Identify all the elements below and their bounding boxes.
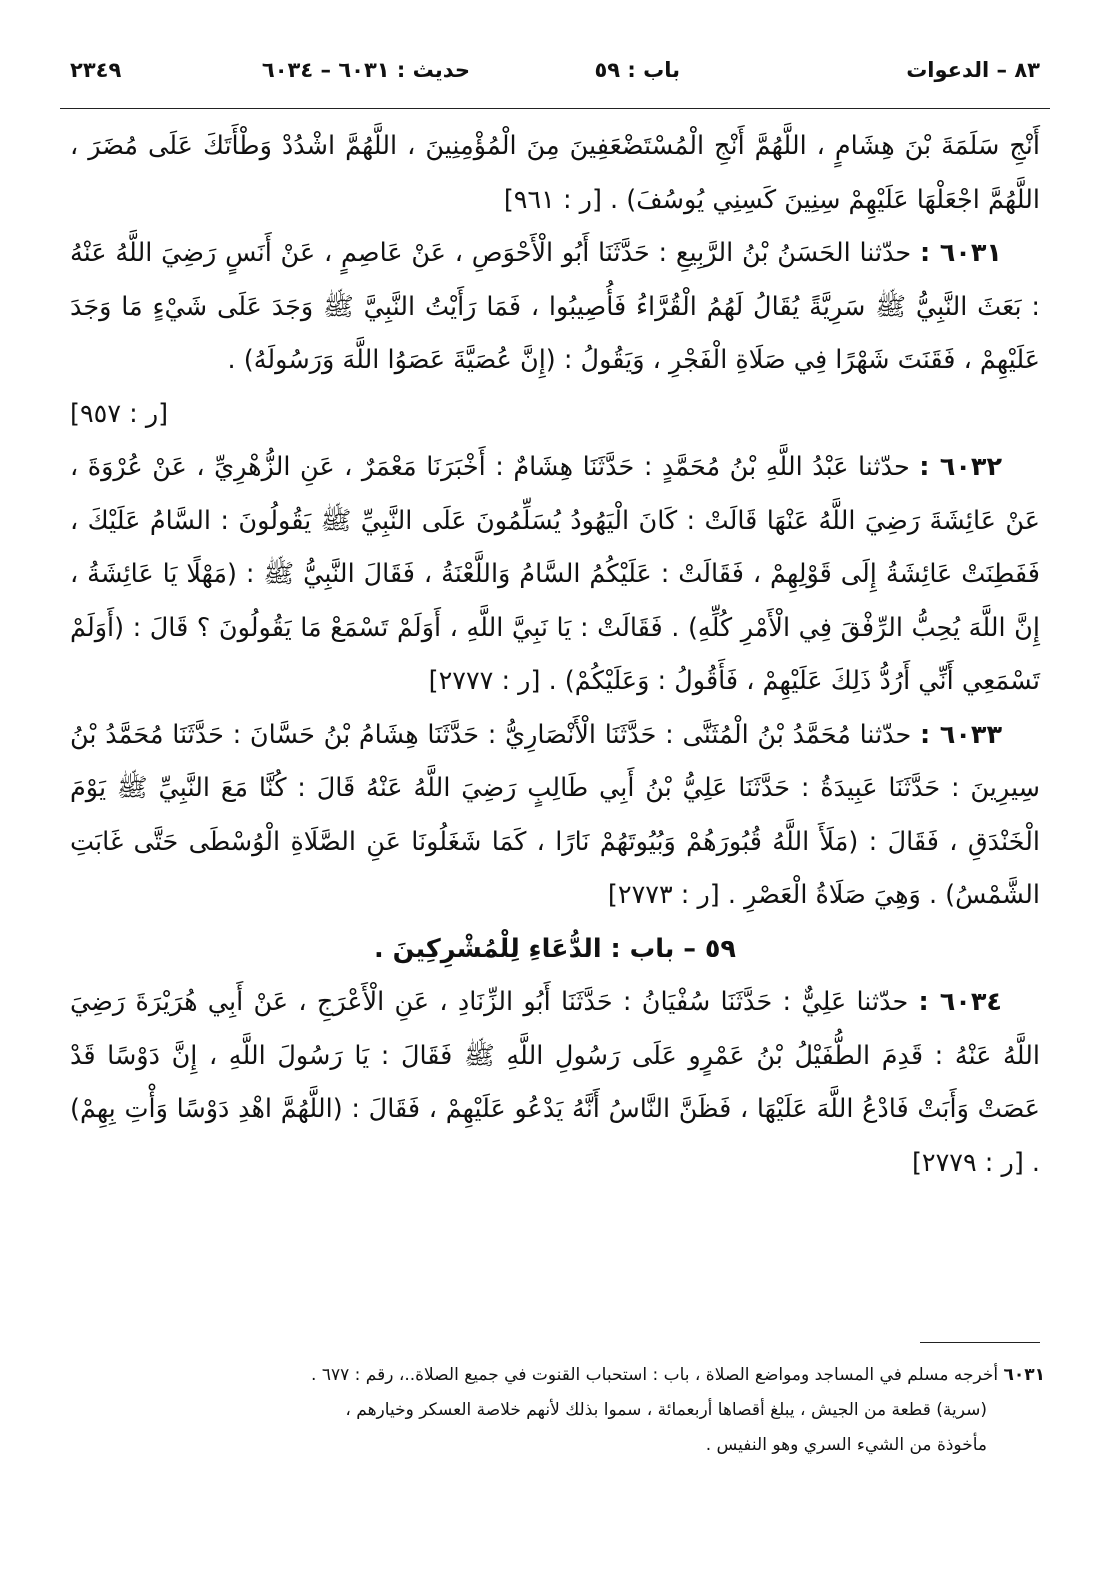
bab-heading: ٥٩ – باب : الدُّعَاءِ لِلْمُشْرِكِينَ . — [374, 933, 736, 964]
footnote-number: ٦٠٣١ — [1003, 1365, 1045, 1385]
intro-text: أَنْجِ سَلَمَةَ بْنَ هِشَامٍ ، اللَّهُمَّ أَنْجِ الْمُسْتَضْعَفِينَ مِنَ الْمُؤْمِنِينَ ، اللَّهُمَّ اشْدُدْ وَطْأَتَكَ عَلَى مُضَرَ ، اللَّهُمَّ اجْعَلْهَا عَلَيْهِمْ سِنِينَ كَسِنِي يُوسُفَ) . — [70, 131, 1040, 215]
main-text — [70, 120, 1040, 1190]
hadith-6032 — [70, 441, 1040, 709]
chapter-title: ٨٣ – الدعوات — [906, 58, 1040, 82]
footnote-divider — [920, 1342, 1040, 1343]
hadith-number: ٦٠٣٢ : — [919, 452, 1003, 482]
reference-line — [70, 388, 1040, 442]
page-number: ٢٣٤٩ — [70, 58, 122, 82]
cross-reference: [ر : ٢٧٧٧] — [428, 666, 541, 696]
hadith-text: حدّثنا الحَسَنُ بْنُ الرَّبِيعِ : حَدَّثَنَا أَبُو الْأَحْوَصِ ، عَنْ عَاصِمٍ ، عَنْ أَنَسٍ رَضِيَ اللَّهُ عَنْهُ : بَعَثَ النَّبِيُّ ﷺ سَرِيَّةً يُقَالُ لَهُمُ الْقُرَّاءُ فَأُصِيبُوا ، فَمَا رَأَيْتُ النَّبِيَّ ﷺ وَجَدَ عَلَى شَيْءٍ مَا وَجَدَ عَلَيْهِمْ ، فَقَنَتَ شَهْرًا فِي صَلَاةِ الْفَجْرِ ، وَيَقُولُ : (إِنَّ عُصَيَّةَ عَصَوُا اللَّهَ وَرَسُولَهُ) . — [70, 238, 1040, 375]
hadith-number: ٦٠٣٤ : — [918, 987, 1002, 1017]
hadith-6031 — [70, 227, 1040, 388]
header-divider — [60, 108, 1050, 109]
hadith-number: ٦٠٣١ : — [919, 238, 1002, 268]
footnote-1 — [100, 1358, 1045, 1393]
footnote-text: أخرجه مسلم في المساجد ومواضع الصلاة ، باب : استحباب القنوت في جميع الصلاة..، رقم : ٦٧٧ . — [311, 1365, 999, 1385]
cross-reference: [ر : ٩٦١] — [503, 184, 602, 215]
bab-number: باب : ٥٩ — [594, 58, 680, 82]
footnote-line-2: (سرية) قطعة من الجيش ، يبلغ أقصاها أربعمائة ، سموا بذلك لأنهم خلاصة العسكر وخيارهم ، — [345, 1400, 987, 1420]
hadith-text: حدّثنا عَبْدُ اللَّهِ بْنُ مُحَمَّدٍ : حَدَّثَنَا هِشَامٌ : أَخْبَرَنَا مَعْمَرٌ ، عَنِ الزُّهْرِيِّ ، عَنْ عُرْوَةَ ، عَنْ عَائِشَةَ رَضِيَ اللَّهُ عَنْهَا قَالَتْ : كَانَ الْيَهُودُ يُسَلِّمُونَ عَلَى النَّبِيِّ ﷺ يَقُولُونَ : السَّامُ عَلَيْكَ ، فَفَطِنَتْ عَائِشَةُ إِلَى قَوْلِهِمْ ، فَقَالَتْ : عَلَيْكُمُ السَّامُ وَاللَّعْنَةُ ، فَقَالَ النَّبِيُّ ﷺ : (مَهْلًا يَا عَائِشَةُ ، إِنَّ اللَّهَ يُحِبُّ الرِّفْقَ فِي الْأَمْرِ كُلِّهِ) . فَقَالَتْ : يَا نَبِيَّ اللَّهِ ، أَوَلَمْ تَسْمَعْ مَا يَقُولُونَ ؟ قَالَ : (أَوَلَمْ تَسْمَعِي أَنِّي أَرُدُّ ذَلِكَ عَلَيْهِمْ ، فَأَقُولُ : وَعَلَيْكُمْ) . — [70, 452, 1040, 696]
hadith-range: حديث : ٦٠٣١ – ٦٠٣٤ — [261, 58, 470, 82]
intro-paragraph — [70, 120, 1040, 227]
cross-reference: [ر : ٩٥٧] — [70, 398, 169, 429]
running-header — [60, 52, 1050, 96]
hadith-number: ٦٠٣٣ : — [920, 719, 1003, 750]
cross-reference: [ر : ٢٧٧٩] — [911, 1147, 1024, 1178]
cross-reference: [ر : ٢٧٧٣] — [607, 880, 720, 910]
hadith-6033 — [70, 709, 1040, 923]
hadith-text: حدّثنا مُحَمَّدُ بْنُ الْمُثَنَّى : حَدَّثَنَا الْأَنْصَارِيُّ : حَدَّثَنَا هِشَامُ بْنُ حَسَّانَ : حَدَّثَنَا مُحَمَّدُ بْنُ سِيرِينَ : حَدَّثَنَا عَبِيدَةُ : حَدَّثَنَا عَلِيُّ بْنُ أَبِي طَالِبٍ رَضِيَ اللَّهُ عَنْهُ قَالَ : كُنَّا مَعَ النَّبِيِّ ﷺ يَوْمَ الْخَنْدَقِ ، فَقَالَ : (مَلَأَ اللَّهُ قُبُورَهُمْ وَبُيُوتَهُمْ نَارًا ، كَمَا شَغَلُونَا عَنِ الصَّلَاةِ الْوُسْطَى حَتَّى غَابَتِ الشَّمْسُ) . وَهِيَ صَلَاةُ الْعَصْرِ . — [70, 719, 1040, 910]
footnote-line-3: مأخوذة من الشيء السري وهو النفيس . — [705, 1435, 987, 1455]
hadith-text: حدّثنا عَلِيٌّ : حَدَّثَنَا سُفْيَانُ : حَدَّثَنَا أَبُو الزِّنَادِ ، عَنِ الْأَعْرَجِ ، عَنْ أَبِي هُرَيْرَةَ رَضِيَ اللَّهُ عَنْهُ : قَدِمَ الطُّفَيْلُ بْنُ عَمْرٍو عَلَى رَسُولِ اللَّهِ ﷺ فَقَالَ : يَا رَسُولَ اللَّهِ ، إِنَّ دَوْسًا قَدْ عَصَتْ وَأَبَتْ فَادْعُ اللَّهَ عَلَيْهَا ، فَظَنَّ النَّاسُ أَنَّهُ يَدْعُو عَلَيْهِمْ ، فَقَالَ : (اللَّهُمَّ اهْدِ دَوْسًا وَأْتِ بِهِمْ) . — [70, 987, 1040, 1178]
footnotes — [100, 1358, 1045, 1463]
hadith-6034 — [70, 976, 1040, 1190]
